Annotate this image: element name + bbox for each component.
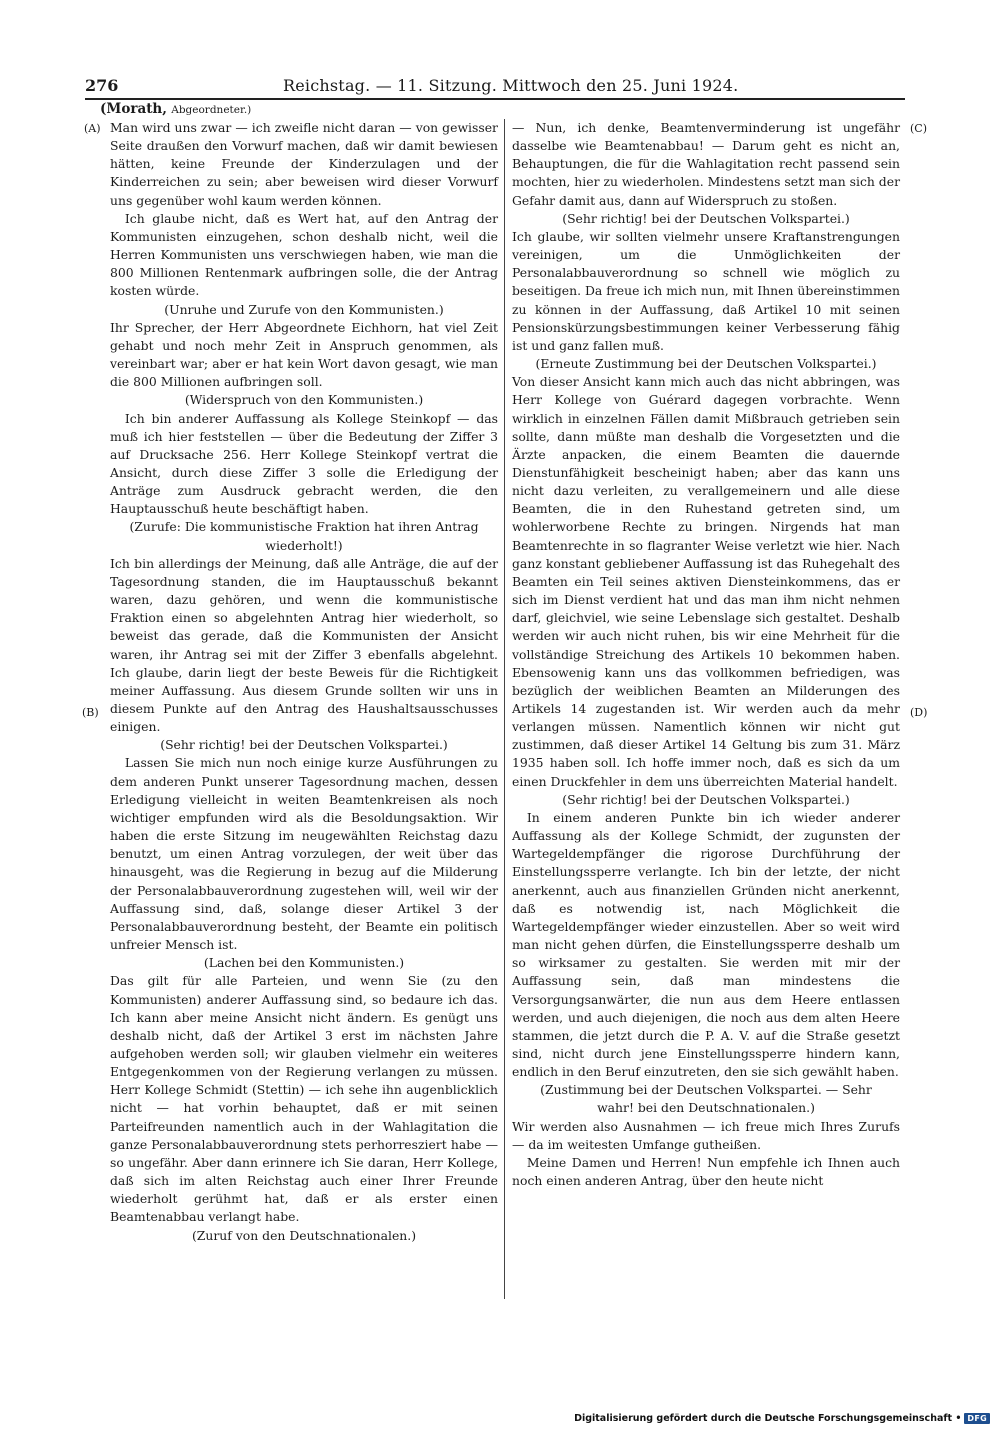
footer-text: Digitalisierung gefördert durch die Deutsche Forschungsgemeinschaft • [574,1413,962,1424]
speaker-name: (Morath, [100,101,167,117]
margin-mark-b: (B) [82,706,99,719]
column-divider [504,119,505,1299]
running-title: Reichstag. — 11. Sitzung. Mittwoch den 25. Juni 1924. [283,76,739,95]
page-header [85,76,905,100]
paragraph: — Nun, ich denke, Beamtenverminderung ist ungefähr dasselbe wie Beamtenabbau! — Darum geht es nicht an, Behauptungen, die für die Wahlagitation recht passend sein mochten, hier zu wiederholen. Mindestens setzt man sich der Gefahr damit aus, dann auf Widerspruch zu stoßen. [512,120,900,208]
margin-mark-c: (C) [910,122,927,135]
paragraph: Ich bin allerdings der Meinung, daß alle Anträge, die auf der Tagesordnung standen, die im Hauptausschuß bekannt waren, dazu gehören, und wenn die kommunistische Fraktion einen so abgelehnten Antrag hier wiederholt, so beweist das gerade, daß die Kommunisten der Ansicht waren, ihr Antrag sei mit der Ziffer 3 ebenfalls abgelehnt. Ich glaube, darin liegt der beste Beweis für die Richtigkeit meiner Auffassung. Aus diesem Grunde sollten wir uns in diesem Punkte auf den Antrag des Haushaltsausschusses einigen. [110,555,498,735]
paragraph: Ihr Sprecher, der Herr Abgeordnete Eichhorn, hat viel Zeit gehabt und noch mehr Zeit in Anspruch genommen, als vereinbart war; aber er hat kein Wort davon gesagt, wie man die 800 Millionen aufbringen soll. [110,319,498,390]
margin-mark-d: (D) [910,706,928,719]
paragraph: Ich glaube, wir sollten vielmehr unsere Kraftanstrengungen vereinigen, um die Unmöglichkeiten der Personalabbauverordnung so schnell wie möglich zu beseitigen. Da freue ich mich nun, mit Ihnen übereinstimmen zu können in der Auffassung, daß Artikel 10 mit seinen Pensionskürzungsbestimmungen keiner Verbesserung fähig ist und ganz fallen muß. [512,228,900,353]
dfg-logo: DFG [964,1413,990,1424]
paragraph: Man wird uns zwar — ich zweifle nicht daran — von gewisser Seite draußen den Vorwurf machen, daß wir damit bewiesen hätten, keine Freunde der Kinderzulagen und der Kinderreichen zu sein; aber beweisen wird dieser Vorwurf uns gegenüber wohl kaum werden können. [110,120,498,208]
interjection: (Unruhe und Zurufe von den Kommunisten.) [164,301,444,317]
header-rule [85,98,905,100]
paragraph: Wir werden also Ausnahmen — ich freue mich Ihres Zurufs — da im weitesten Umfange gutheißen. [512,1118,900,1152]
interjection: (Lachen bei den Kommunisten.) [203,955,405,971]
interjection: (Zustimmung bei der Deutschen Volkspartei. — Sehr wahr! bei den Deutschnationalen.) [540,1082,872,1116]
paragraph: Meine Damen und Herren! Nun empfehle ich Ihnen auch noch einen anderen Antrag, über den heute nicht [512,1154,900,1189]
paragraph: Ich glaube nicht, daß es Wert hat, auf den Antrag der Kommunisten einzugehen, schon deshalb nicht, weil die Herren Kommunisten uns verschwiegen haben, wie man die 800 Millionen Rentenmark aufbringen solle, die der Antrag kosten würde. [110,210,498,299]
paragraph: Das gilt für alle Parteien, und wenn Sie (zu den Kommunisten) anderer Auffassung sind, so bedaure ich das. Ich kann aber meine Ansicht nicht ändern. Es genügt uns deshalb nicht, daß der Artikel 3 erst im nächsten Jahre aufgehoben werden soll; wir glauben vielmehr ein weiteres Entgegenkommen von der Regierung verlangen zu müssen. Herr Kollege Schmidt (Stettin) — ich sehe ihn augenblicklich nicht — hat vorhin behauptet, daß er mit seinen Parteifreunden namentlich auch in der Wahlagitation die ganze Personalabbauverordnung stets perhorresziert habe — so ungefähr. Aber dann erinnere ich Sie daran, Herr Kollege, daß sich im alten Reichstag auch einer Ihrer Freunde wiederholt gerühmt hat, daß er als erster einen Beamtenabbau verlangt habe. [110,973,498,1225]
speaker-role: Abgeordneter.) [171,104,252,116]
speaker-label [100,101,251,117]
left-column [110,119,498,1245]
interjection: (Sehr richtig! bei der Deutschen Volkspartei.) [160,737,448,753]
footer-credit [574,1413,990,1424]
interjection: (Zuruf von den Deutschnationalen.) [191,1227,417,1243]
interjection: (Zurufe: Die kommunistische Fraktion hat ihren Antrag wiederholt!) [129,519,479,553]
paragraph: Ich bin anderer Auffassung als Kollege Steinkopf — das muß ich hier feststellen — über die Bedeutung der Ziffer 3 auf Drucksache 256. Herr Kollege Steinkopf vertrat die Ansicht, durch diese Ziffer 3 solle die Erledigung der Anträge zum Ausdruck gebracht werden, die den Hauptausschuß heute beschäftigt haben. [110,410,498,517]
interjection: (Widerspruch von den Kommunisten.) [184,392,424,408]
interjection: (Erneute Zustimmung bei der Deutschen Volkspartei.) [535,356,877,372]
paragraph: Lassen Sie mich nun noch einige kurze Ausführungen zu dem anderen Punkt unserer Tagesordnung machen, dessen Erledigung vielleicht in weiten Beamtenkreisen als noch wichtiger empfunden wird als die Besoldungsaktion. Wir haben die erste Sitzung im neugewählten Reichstag dazu benutzt, um einen Antrag vorzulegen, der weit über das hinausgeht, was die Regierung in bezug auf die Milderung der Personalabbauverordnung zugestehen will, weil wir der Auffassung sind, daß, solange dieser Artikel 3 der Personalabbauverordnung besteht, der Beamte ein politisch unfreier Mensch ist. [110,755,498,953]
margin-mark-a: (A) [84,122,101,135]
page-number: 276 [85,76,119,95]
interjection: (Sehr richtig! bei der Deutschen Volkspartei.) [562,791,850,807]
interjection: (Sehr richtig! bei der Deutschen Volkspartei.) [562,210,850,226]
paragraph: Von dieser Ansicht kann mich auch das nicht abbringen, was Herr Kollege von Guérard dagegen vorbrachte. Wenn wirklich in einzelnen Fällen damit Mißbrauch getrieben sein sollte, dann müßte man deshalb die Vorgesetzten und die Ärzte anpacken, die einem Beamten die dauernde Dienstunfähigkeit bescheinigt haben; aber das kann uns nicht dazu verleiten, zu verallgemeinern und alle diese Beamten, die in den Ruhestand getreten sind, um wohlerworbene Rechte zu bringen. Nirgends hat man Beamtenrechte in so flagranter Weise verletzt wie hier. Nach ganz konstant gebliebener Auffassung ist das Ruhegehalt des Beamten ein Teil seines aktiven Diensteinkommens, das er sich im Dienst verdient hat und das man ihm nicht nehmen darf, gleichviel, wie seine Lebenslage sich gestaltet. Deshalb werden wir auch nicht ruhen, bis wir eine Mehrheit für die vollständige Streichung des Artikels 10 bekommen haben. Ebensowenig kann uns das vollkommen befriedigen, was bezüglich der weiblichen Beamten an Milderungen des Artikels 14 zugestanden ist. Wir werden auch da mehr verlangen müssen. Namentlich können wir nicht gut zustimmen, daß dieser Artikel 14 Geltung bis zum 31. März 1935 haben soll. Ich hoffe immer noch, daß es sich da um einen Druckfehler in dem uns überreichten Material handelt. [512,374,900,789]
paragraph: In einem anderen Punkte bin ich wieder anderer Auffassung als der Kollege Schmidt, der zugunsten der Wartegeldempfänger die rigorose Durchführung der Einstellungssperre verlangte. Ich bin der letzte, der nicht anerkennt, auch aus finanziellen Gründen nicht anerkennt, daß es notwendig ist, nach Möglichkeit die Wartegeldempfänger wieder einzustellen. Aber so weit wird man nicht gehen dürfen, die Einstellungssperre deshalb um so wirksamer zu gestalten. Sie werden mit mir der Auffassung sein, daß man mindestens die Versorgungsanwärter, die nun aus dem Heere entlassen werden, und auch diejenigen, die noch aus dem alten Heere stammen, die jetzt durch die P. A. V. auf die Straße gesetzt sind, nicht durch jene Einstellungssperre hindern kann, endlich in den Beruf einzutreten, den sie sich gewählt haben. [512,809,900,1080]
right-column [512,119,900,1190]
